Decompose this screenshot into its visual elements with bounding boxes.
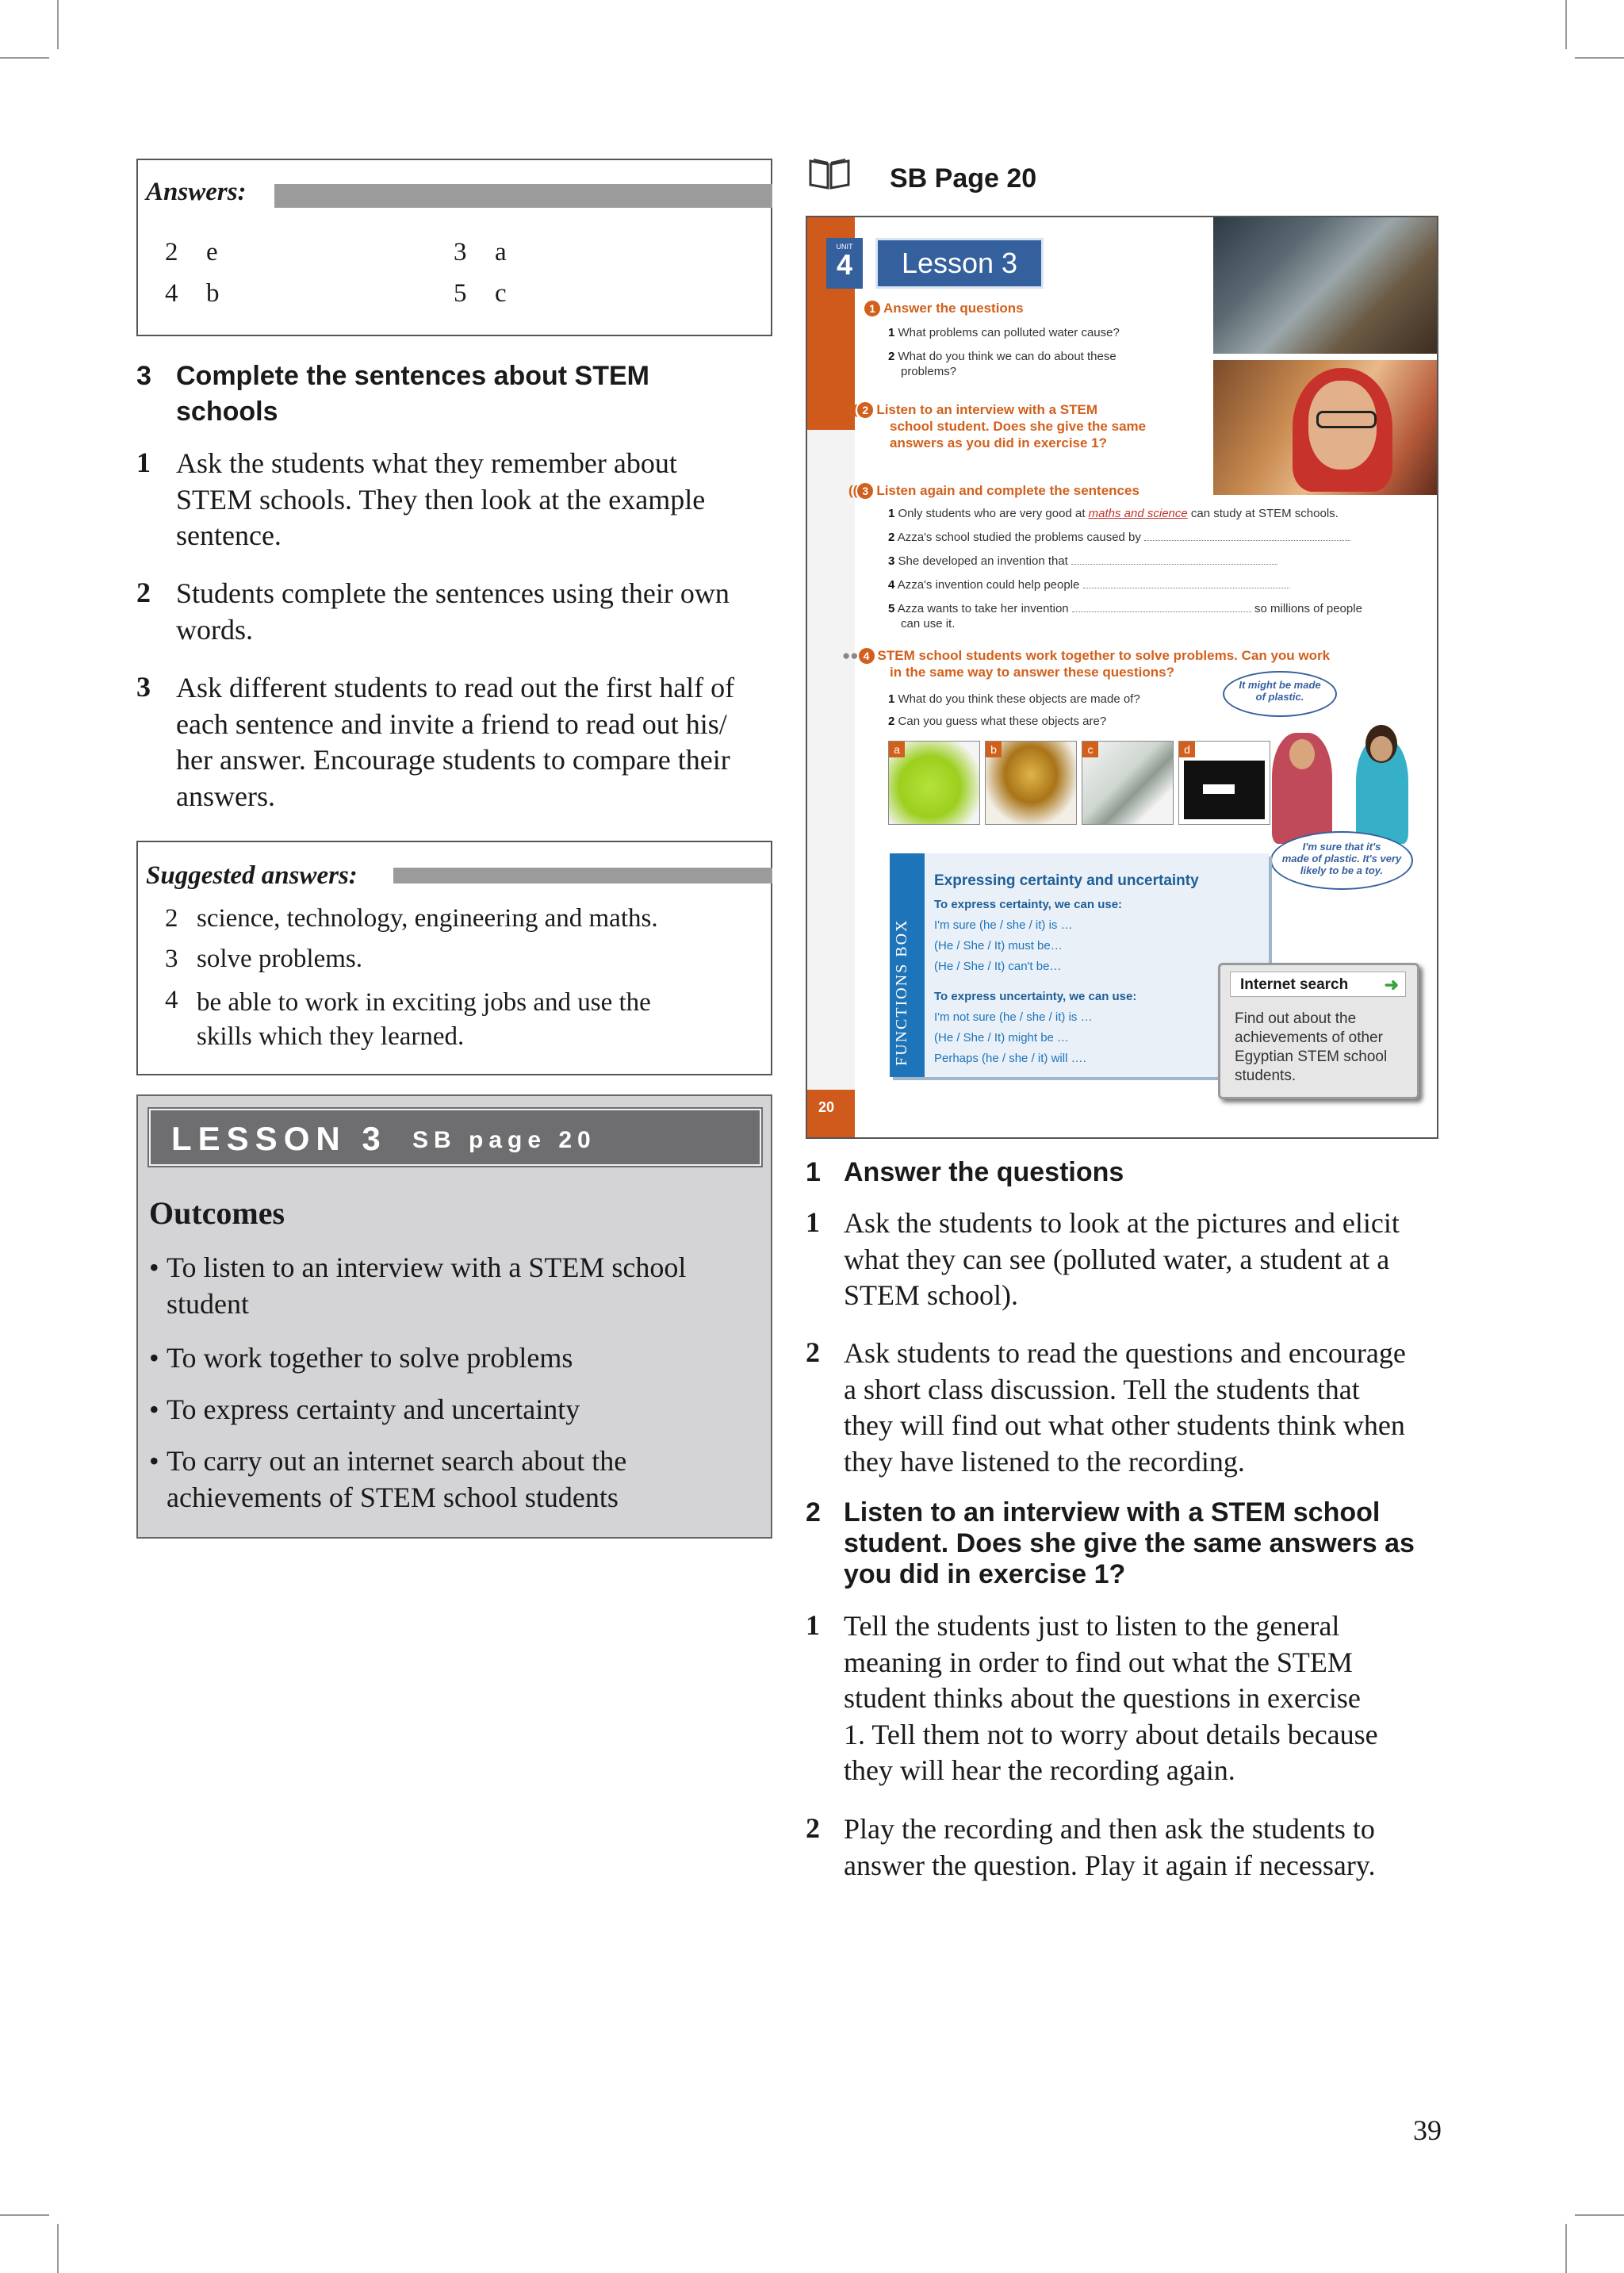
- sb-page-title: SB Page 20: [890, 163, 1037, 194]
- text-line: her answer. Encourage students to compare their: [176, 744, 730, 776]
- crop-mark: [57, 0, 59, 49]
- speech-bubble: I'm sure that it's made of plastic. It's very likely to be a toy.: [1270, 831, 1413, 890]
- exercise-number-icon: 4: [859, 648, 875, 664]
- suggested-answers-box: [136, 841, 772, 1075]
- bullet-icon: •: [149, 1251, 159, 1283]
- text-line: 1. Tell them not to worry about details because: [844, 1718, 1378, 1750]
- answers-title-bar: [274, 184, 772, 208]
- bullet-icon: •: [149, 1342, 159, 1374]
- certainty-phrase: (He / She / It) must be…: [934, 939, 1063, 953]
- section-heading-line: Complete the sentences about STEM: [176, 361, 649, 391]
- section-number: 2: [806, 1497, 821, 1527]
- text-line: a short class discussion. Tell the students that: [844, 1373, 1360, 1405]
- internet-search-tag: [1230, 972, 1406, 997]
- exercise-heading-text: Answer the questions: [883, 301, 1024, 316]
- answer-number: 4: [165, 279, 178, 308]
- text-line: student thinks about the questions in exercise: [844, 1682, 1361, 1714]
- uncertainty-phrase: Perhaps (he / she / it) will ….: [934, 1052, 1086, 1065]
- section-heading: Answer the questions: [844, 1157, 1124, 1187]
- audio-icon: ((: [848, 483, 858, 498]
- text-line: Ask students to read the questions and encourage: [844, 1337, 1406, 1369]
- text-line: To carry out an internet search about the: [167, 1445, 627, 1477]
- lesson-title-tab: Lesson 3: [875, 238, 1044, 289]
- step-text: [844, 1608, 1470, 1789]
- answer-number: 3: [454, 238, 467, 266]
- polluted-water-photo: [1213, 217, 1438, 354]
- exercise-item: 5 Azza wants to take her invention so millions of people can use it.: [888, 602, 1362, 631]
- text-line: Play the recording and then ask the students to: [844, 1813, 1375, 1845]
- step-number: 2: [806, 1336, 820, 1368]
- answer-number: 5: [454, 279, 467, 308]
- lesson-banner-title: LESSON 3: [171, 1120, 387, 1157]
- text-line: what they can see (polluted water, a student at a: [844, 1243, 1390, 1275]
- answers-title: Answers:: [146, 178, 247, 206]
- text-line: Ask the students to look at the pictures and elicit: [844, 1207, 1400, 1239]
- step-number: 1: [806, 1609, 820, 1641]
- text-line: To work together to solve problems: [167, 1342, 573, 1374]
- exercise-item: 2 Can you guess what these objects are?: [888, 715, 1107, 728]
- text-line: skills which they learned.: [197, 1022, 465, 1051]
- step-text: [176, 576, 779, 648]
- exercise-item: 1 What problems can polluted water cause?: [888, 326, 1120, 339]
- text-line: student. Does she give the same answers as: [844, 1528, 1415, 1558]
- answers-box: [136, 159, 772, 336]
- exercise-1-heading: [864, 300, 1024, 316]
- outcome-item: [149, 1443, 752, 1516]
- functions-box-title: Expressing certainty and uncertainty: [934, 872, 1199, 889]
- exercise-item: 1 Only students who are very good at maths and science can study at STEM schools.: [888, 507, 1339, 520]
- text-line: be able to work in exciting jobs and use the: [197, 988, 651, 1017]
- unit-badge: [826, 238, 863, 289]
- step-text: [844, 1205, 1470, 1314]
- exercise-item: 3 She developed an invention that: [888, 554, 1277, 569]
- student-figure: [1370, 736, 1392, 761]
- lesson-banner-subtitle: SB page 20: [412, 1127, 596, 1153]
- picture-label: b: [986, 742, 1002, 757]
- crop-mark: [1575, 2214, 1624, 2216]
- exercise-item: 2 What do you think we can do about these problems?: [888, 350, 1116, 378]
- text-line: each sentence and invite a friend to read out his/: [176, 707, 727, 740]
- certainty-phrase: I'm sure (he / she / it) is …: [934, 918, 1073, 932]
- suggested-number: 3: [165, 945, 178, 973]
- speech-bubble: It might be made of plastic.: [1223, 671, 1337, 717]
- step-number: 3: [136, 671, 151, 703]
- glasses-shape: [1316, 411, 1377, 428]
- text-line: Ask different students to read out the first half of: [176, 672, 735, 703]
- suggested-text: [197, 986, 651, 1054]
- answer-value: c: [495, 279, 507, 308]
- outcome-item: [149, 1250, 752, 1323]
- step-text: [844, 1336, 1470, 1480]
- unit-number: 4: [836, 248, 853, 281]
- answer-value: b: [206, 279, 220, 308]
- exercise-number-icon: 1: [864, 301, 880, 316]
- suggested-title-bar: [393, 868, 772, 884]
- text-line: Ask the students what they remember about: [176, 447, 677, 479]
- text-line: To express certainty and uncertainty: [167, 1393, 580, 1425]
- exercise-number-icon: 2: [857, 402, 873, 418]
- exercise-item: 4 Azza's invention could help people: [888, 577, 1289, 592]
- suggested-number: 2: [165, 904, 178, 933]
- exercise-item: 1 What do you think these objects are made of?: [888, 692, 1140, 706]
- internet-search-label: Internet search: [1240, 976, 1349, 993]
- uncertainty-heading: To express uncertainty, we can use:: [934, 990, 1137, 1003]
- picture-label: a: [889, 742, 905, 757]
- text-line: STEM schools. They then look at the example: [176, 483, 706, 516]
- answer-value: a: [495, 238, 507, 266]
- text-line: To listen to an interview with a STEM school: [167, 1251, 687, 1283]
- exercise-2-heading: (( 2 Listen to an interview with a STEM school student. Does she give the same answers as you did in exercise 1?: [848, 402, 1147, 450]
- step-text: [844, 1811, 1470, 1884]
- step-text: [176, 446, 779, 554]
- crop-mark: [57, 2224, 59, 2273]
- audio-icon: ((: [848, 402, 858, 417]
- step-text: [176, 670, 779, 815]
- internet-search-box: [1218, 963, 1419, 1099]
- arrow-right-icon: ➜: [1384, 975, 1399, 995]
- suggested-number: 4: [165, 986, 178, 1014]
- outcome-item: [149, 1392, 752, 1428]
- lesson-box: [136, 1094, 772, 1539]
- section-heading: [844, 1497, 1470, 1590]
- step-number: 2: [806, 1812, 820, 1844]
- picture-label: c: [1082, 742, 1098, 757]
- crop-mark: [1575, 57, 1624, 59]
- suggested-answers-title: Suggested answers:: [146, 861, 358, 890]
- student-photo: [1213, 360, 1438, 495]
- unit-label: UNIT: [836, 243, 853, 251]
- picture-shape: [1203, 784, 1235, 794]
- pair-work-icon: ●●: [842, 648, 859, 663]
- bullet-icon: •: [149, 1393, 159, 1425]
- crop-mark: [0, 2214, 49, 2216]
- text-line: answer the question. Play it again if necessary.: [844, 1849, 1376, 1881]
- step-number: 1: [806, 1206, 820, 1238]
- certainty-phrase: (He / She / It) can't be…: [934, 960, 1062, 973]
- page-number: 39: [1413, 2114, 1442, 2146]
- text-line: achievements of STEM school students: [167, 1481, 619, 1513]
- section-number: 3: [136, 361, 151, 391]
- outcomes-title: Outcomes: [149, 1195, 285, 1231]
- lesson-banner: [149, 1109, 761, 1166]
- section-number: 1: [806, 1157, 821, 1187]
- exercise-4-heading: ●● 4 STEM school students work together to solve problems. Can you work in the same way to answer these questions?: [842, 648, 1331, 680]
- text-line: sentence.: [176, 519, 282, 551]
- step-number: 2: [136, 577, 151, 608]
- answer-number: 2: [165, 238, 178, 266]
- answer-value: e: [206, 238, 218, 266]
- text-line: you did in exercise 1?: [844, 1559, 1126, 1589]
- student-figure: [1289, 739, 1315, 769]
- picture-label: d: [1179, 742, 1195, 757]
- functions-box-label: FUNCTIONS BOX: [893, 918, 910, 1066]
- step-number: 1: [136, 447, 151, 478]
- text-line: they will hear the recording again.: [844, 1754, 1235, 1786]
- text-line: they will find out what other students think when: [844, 1409, 1405, 1441]
- object-picture-c: [1082, 741, 1174, 825]
- object-picture-d: [1178, 741, 1270, 825]
- object-picture-a: [888, 741, 980, 825]
- section-heading-line: schools: [176, 397, 278, 427]
- text-line: answers.: [176, 780, 275, 812]
- crop-mark: [1565, 0, 1567, 49]
- suggested-text: solve problems.: [197, 945, 362, 973]
- exercise-3-heading: (( 3 Listen again and complete the sentences: [848, 483, 1139, 498]
- open-book-icon: [807, 156, 852, 195]
- text-line: meaning in order to find out what the STEM: [844, 1646, 1353, 1678]
- uncertainty-phrase: (He / She / It) might be …: [934, 1031, 1070, 1045]
- text-line: Tell the students just to listen to the general: [844, 1610, 1340, 1642]
- outcome-item: [149, 1340, 752, 1377]
- student-book-page: [806, 216, 1438, 1139]
- uncertainty-phrase: I'm not sure (he / she / it) is …: [934, 1010, 1093, 1024]
- text-line: words.: [176, 613, 253, 646]
- text-line: STEM school).: [844, 1279, 1018, 1311]
- text-line: Students complete the sentences using their own: [176, 577, 730, 609]
- exercise-number-icon: 3: [857, 483, 873, 499]
- internet-search-text: Find out about the achievements of other Egyptian STEM school students.: [1235, 1010, 1388, 1084]
- sb-page-number: 20: [818, 1099, 835, 1115]
- students-illustration: [1272, 725, 1431, 844]
- text-line: student: [167, 1287, 249, 1320]
- exercise-item: 2 Azza's school studied the problems caused by: [888, 530, 1350, 545]
- suggested-text: science, technology, engineering and maths.: [197, 904, 658, 933]
- text-line: they have listened to the recording.: [844, 1445, 1245, 1478]
- crop-mark: [0, 57, 49, 59]
- certainty-heading: To express certainty, we can use:: [934, 898, 1123, 911]
- crop-mark: [1565, 2224, 1567, 2273]
- object-picture-b: [985, 741, 1077, 825]
- section-heading: [176, 358, 763, 430]
- bullet-icon: •: [149, 1445, 159, 1477]
- text-line: Listen to an interview with a STEM school: [844, 1497, 1381, 1527]
